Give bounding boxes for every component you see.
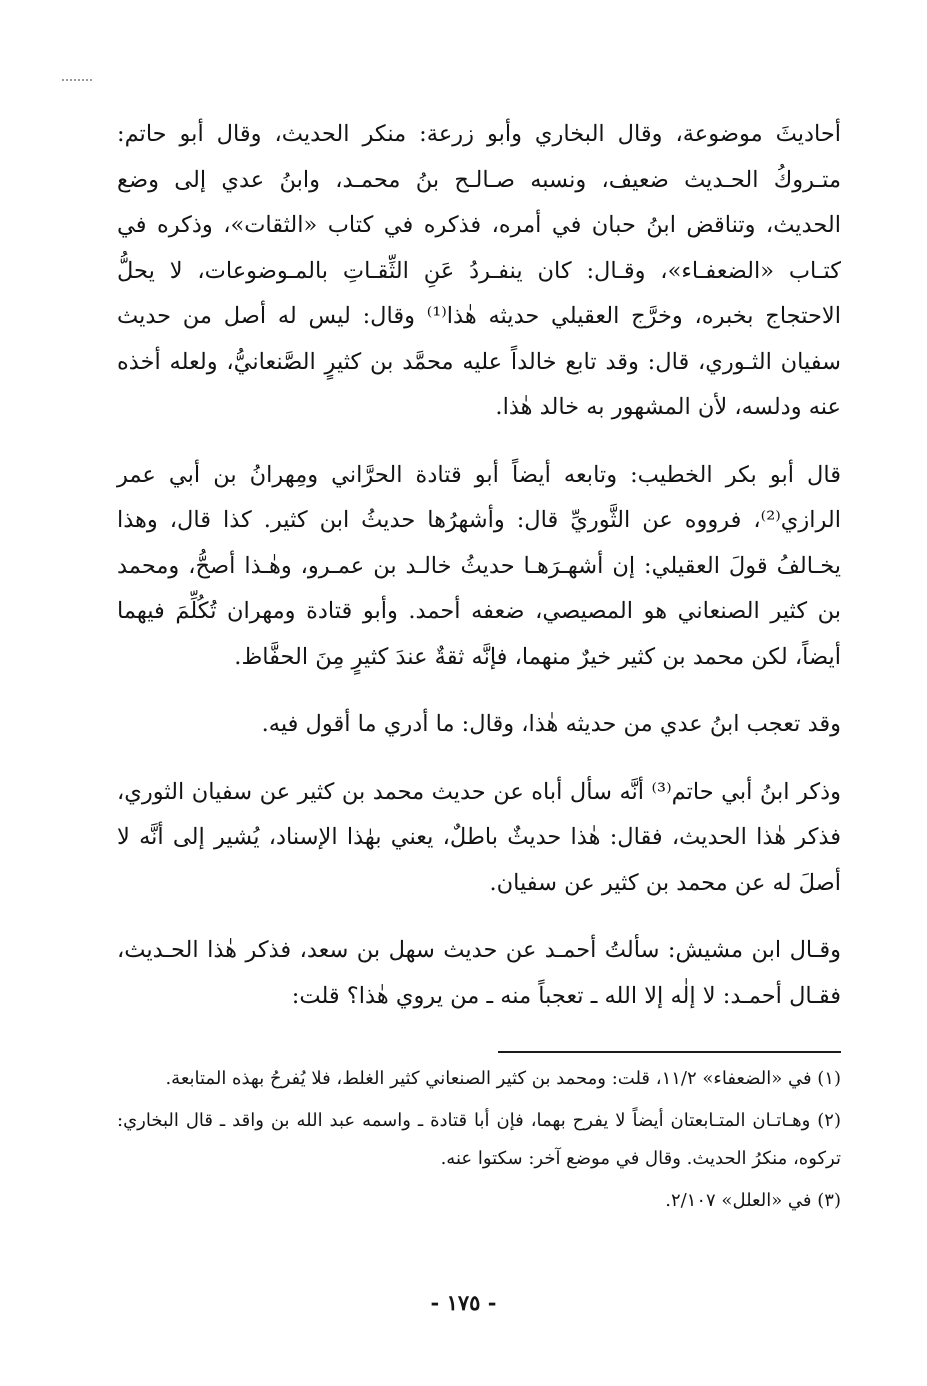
page-number: - ١٧٥ - — [430, 1290, 497, 1315]
paragraph-3: وقد تعجب ابنُ عدي من حديثه هٰذا، وقال: ما أدري ما أقول فيه. — [261, 711, 841, 737]
footnote-3: (٣) في «العلل» ٢/١٠٧. — [665, 1190, 841, 1211]
paragraph-4: وذكر ابنُ أبي حاتم⁽³⁾ أنَّه سأل أباه عن حديث محمد بن كثير عن سفيان الثوري، فذكر هٰذا الحديث، فقال: هٰذا حديثٌ باطلٌ، يعني بهٰذا الإسناد، يُشير إلى أنَّه لا أصلَ له عن محمد بن كثير عن سفيان. — [117, 778, 841, 896]
footnote-divider — [498, 1051, 841, 1053]
footnote-2: (٢) وهـاتـان المتـابعتان أيضاً لا يفرح بهما، فإن أبا قتادة ـ واسمه عبد الله بن واقد ـ قال البخاري: تركوه، منكرُ الحديث. وقال في موضع آخر: سكتوا عنه. — [117, 1110, 841, 1169]
paragraph-2: قال أبو بكر الخطيب: وتابعه أيضاً أبو قتادة الحرَّاني ومِهرانُ بن أبي عمر الرازي⁽²⁾، فرووه عن الثَّوريِّ قال: وأشهرُها حديثُ ابن كثير. كذا قال، وهذا يخـالفُ قولَ العقيلي: إن أشهـرَهـا حديثُ خالـد بن عمـرو، وهٰـذا أصحُّ، ومحمد بن كثير الصنعاني هو المصيصي، ضعفه أحمد. وأبو قتادة ومهران تُكُلِّمَ فيهما أيضاً، لكن محمد بن كثير خيرٌ منهما، فإنَّه ثقةٌ عندَ كثيرٍ مِنَ الحفَّاظ. — [117, 461, 841, 670]
paragraph-5: وقـال ابن مشيش: سألتُ أحمـد عن حديث سهل بن سعد، فذكر هٰذا الحـديث، فقـال أحمـد: لا إلٰه إلا الله ـ تعجباً منه ـ من يروي هٰذا؟ قلت: — [117, 937, 841, 1009]
corner-mark — [62, 79, 92, 81]
footnote-1: (١) في «الضعفاء» ١١/٢، قلت: ومحمد بن كثير الصنعاني كثير الغلط، فلا يُفرحُ بهذه المتابعة. — [165, 1068, 841, 1089]
footnotes — [117, 1060, 841, 1224]
main-text — [117, 112, 841, 1019]
paragraph-1: أحاديثَ موضوعة، وقال البخاري وأبو زرعة: منكر الحديث، وقال أبو حاتم: متـروكُ الحـديث ضعيف، ونسبه صـالـح بنُ محمـد، وابنُ عدي إلى وضع الحديث، وتناقض ابنُ حبان في أمره، فذكره في كتاب «الثقات»، وذكره في كتـاب «الضعفـاء»، وقـال: كان ينفـردُ عَنِ الثِّقـاتِ بالمـوضوعات، لا يحلُّ الاحتجاج بخبره، وخرَّج العقيلي حديثه هٰذا⁽¹⁾ وقال: ليس له أصل من حديث سفيان الثـوري، قال: وقد تابع خالداً عليه محمَّد بن كثيرٍ الصَّنعانيُّ، ولعله أخذه عنه ودلسه، لأن المشهور به خالد هٰذا. — [117, 121, 841, 420]
